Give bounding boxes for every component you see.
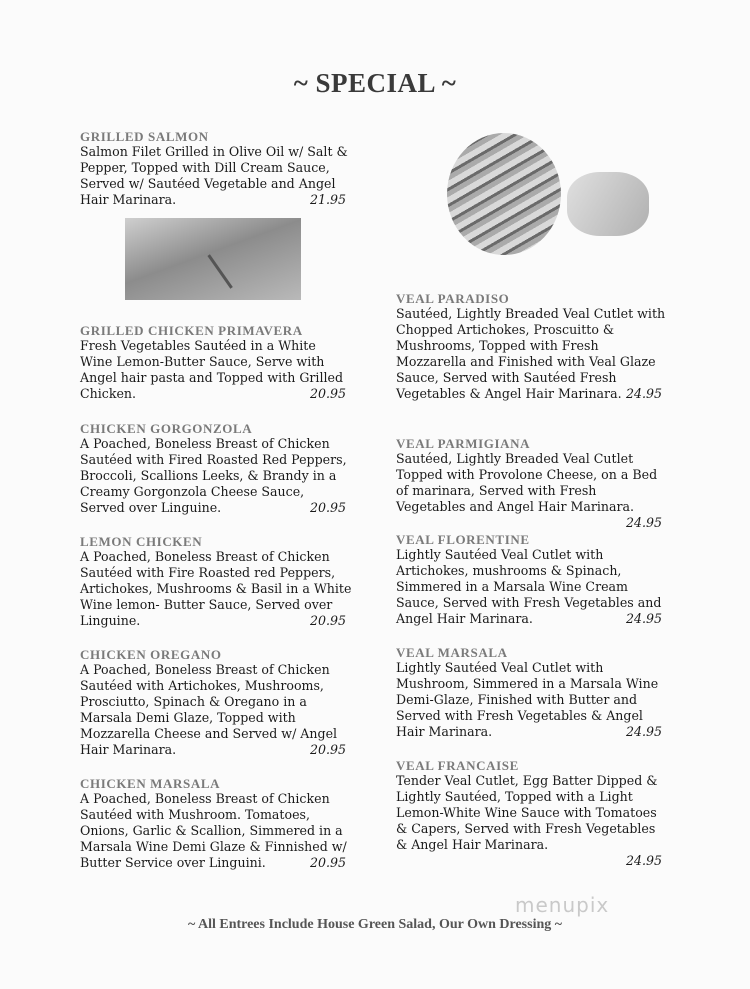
item-price: 20.95 <box>309 742 346 758</box>
menu-item <box>80 129 352 208</box>
item-price: 24.95 <box>625 611 662 627</box>
item-description: A Poached, Boneless Breast of Chicken Sautéed with Artichokes, Mushrooms, Prosciutto, Spinach & Oregano in a Marsala Demi Glaze, Topped with Mozzarella Cheese and Served w/ Angel Hair Marinara. <box>80 662 338 758</box>
item-price: 20.95 <box>309 855 346 871</box>
item-name: VEAL PARADISO <box>396 291 510 306</box>
item-description: Sautéed, Lightly Breaded Veal Cutlet with Chopped Artichokes, Proscuitto & Mushrooms, Topped with Fresh Mozzarella and Finished with Veal Glaze Sauce, Served with Sautéed Fresh Vegetables & Angel Hair Marinara. <box>396 306 666 402</box>
menu-item <box>396 758 668 870</box>
item-description: Tender Veal Cutlet, Egg Batter Dipped & Lightly Sautéed, Topped with a Light Lemon-White Wine Sauce with Tomatoes & Capers, Served with Fresh Vegetables & Angel Hair Marinara. <box>396 773 658 853</box>
item-description: Sautéed, Lightly Breaded Veal Cutlet Topped with Provolone Cheese, on a Bed of marinara, Served with Fresh Vegetables and Angel Hair Marinara. <box>396 451 658 515</box>
item-name: GRILLED SALMON <box>80 129 209 144</box>
salmon-photo <box>125 218 301 300</box>
item-price: 24.95 <box>625 853 662 869</box>
item-name: CHICKEN GORGONZOLA <box>80 421 253 436</box>
item-name: CHICKEN MARSALA <box>80 776 221 791</box>
item-price: 21.95 <box>309 192 346 208</box>
item-price: 20.95 <box>309 500 346 516</box>
item-description: Salmon Filet Grilled in Olive Oil w/ Salt & Pepper, Topped with Dill Cream Sauce, Served w/ Sautéed Vegetable and Angel Hair Marinara. <box>80 144 348 208</box>
item-name: VEAL PARMIGIANA <box>396 436 531 451</box>
menu-item <box>396 532 668 627</box>
item-description: A Poached, Boneless Breast of Chicken Sautéed with Fired Roasted Red Peppers, Broccoli, Scallions Leeks, & Brandy in a Creamy Gorgonzola Cheese Sauce, Served over Linguine. <box>80 436 347 516</box>
item-price: 24.95 <box>625 724 662 740</box>
item-description: Lightly Sautéed Veal Cutlet with Mushroom, Simmered in a Marsala Wine Demi-Glaze, Finished with Butter and Served with Fresh Vegetables & Angel Hair Marinara. <box>396 660 659 740</box>
item-price: 24.95 <box>625 515 662 531</box>
item-price: 24.95 <box>625 386 662 402</box>
item-name: GRILLED CHICKEN PRIMAVERA <box>80 323 303 338</box>
menu-item <box>80 421 352 516</box>
footer-note: ~ All Entrees Include House Green Salad, Our Own Dressing ~ <box>187 917 563 932</box>
item-price: 20.95 <box>309 613 346 629</box>
item-name: VEAL MARSALA <box>396 645 508 660</box>
asparagus-photo <box>447 133 561 255</box>
page-title: ~ SPECIAL ~ <box>293 68 457 98</box>
item-name: VEAL FLORENTINE <box>396 532 530 547</box>
item-price: 20.95 <box>309 386 346 402</box>
menu-item <box>80 776 352 871</box>
watermark: menupix <box>515 893 610 917</box>
menu-item <box>396 291 668 403</box>
menu-item <box>396 436 668 531</box>
item-name: VEAL FRANCAISE <box>396 758 519 773</box>
item-description: Lightly Sautéed Veal Cutlet with Artichokes, mushrooms & Spinach, Simmered in a Marsala Wine Cream Sauce, Served with Fresh Vegetables and Angel Hair Marinara. <box>396 547 662 627</box>
menu-item <box>396 645 668 740</box>
item-description: A Poached, Boneless Breast of Chicken Sautéed with Fire Roasted red Peppers, Artichokes, Mushrooms & Basil in a White Wine lemon- Butter Sauce, Served over Linguine. <box>80 549 352 629</box>
item-description: A Poached, Boneless Breast of Chicken Sautéed with Mushroom. Tomatoes, Onions, Garlic & Scallion, Simmered in a Marsala Wine Demi Glaze & Finnished w/ Butter Service over Linguini. <box>80 791 347 871</box>
menu-item <box>80 534 352 629</box>
item-name: LEMON CHICKEN <box>80 534 203 549</box>
menu-item <box>80 647 352 759</box>
item-name: CHICKEN OREGANO <box>80 647 222 662</box>
pastry-photo <box>567 172 649 236</box>
item-description: Fresh Vegetables Sautéed in a White Wine Lemon-Butter Sauce, Serve with Angel hair pasta and Topped with Grilled Chicken. <box>80 338 344 402</box>
menu-item <box>80 323 352 402</box>
